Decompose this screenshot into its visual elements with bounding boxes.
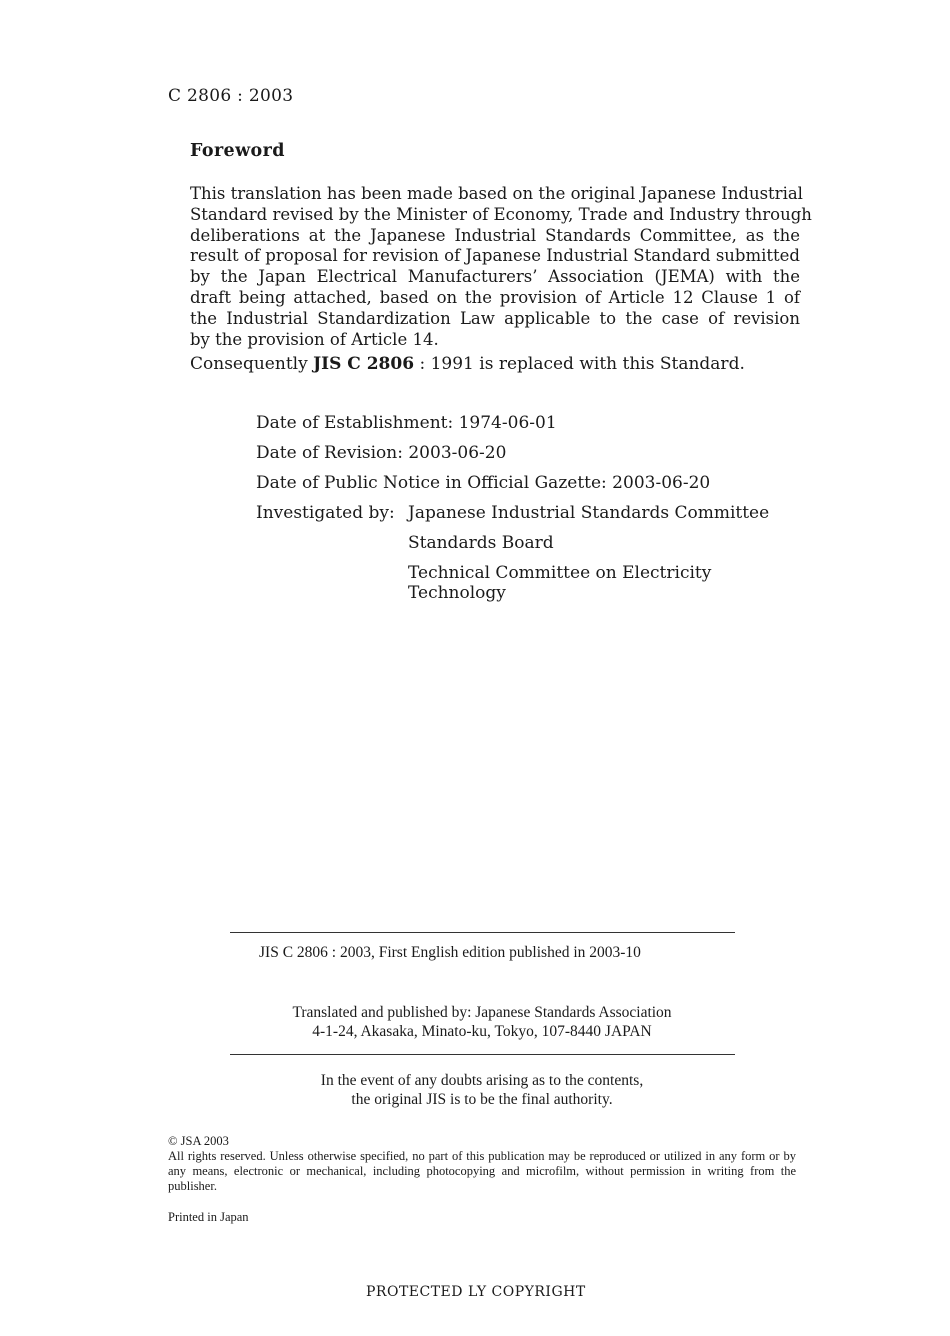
copyright-block xyxy=(168,1134,796,1194)
date-of-revision: Date of Revision: 2003-06-20 xyxy=(256,443,507,463)
rights-statement: All rights reserved. Unless otherwise specified, no part of this publication may be reproduced or utilized in any form or by any means, electronic or mechanical, including photocopying and microfilm, without permission in writing from the publisher. xyxy=(168,1149,796,1193)
printed-in: Printed in Japan xyxy=(168,1210,249,1224)
investigated-by-label: Investigated by: xyxy=(256,503,395,523)
foreword-heading: Foreword xyxy=(190,141,285,161)
authority-notice xyxy=(232,1071,732,1109)
authority-notice-line-1: In the event of any doubts arising as to the contents, xyxy=(320,1072,644,1089)
authority-notice-line-2: the original JIS is to be the final authority. xyxy=(351,1091,613,1108)
foreword-line: deliberations at the Japanese Industrial Standards Committee, as the xyxy=(190,225,800,245)
divider-top xyxy=(230,932,735,933)
protected-by-copyright-footer: PROTECTED LY COPYRIGHT xyxy=(366,1284,586,1300)
document-code: C 2806 : 2003 xyxy=(168,86,294,106)
publisher-line: Translated and published by: Japanese Standards Association xyxy=(292,1004,672,1021)
foreword-line: by the provision of Article 14. xyxy=(190,329,439,349)
foreword-line: by the Japan Electrical Manufacturers’ Association (JEMA) with the xyxy=(190,267,800,287)
copyright-symbol-line: © JSA 2003 xyxy=(168,1134,229,1148)
foreword-line: Standard revised by the Minister of Economy, Trade and Industry through xyxy=(190,204,812,224)
date-of-public-notice: Date of Public Notice in Official Gazette: 2003-06-20 xyxy=(256,473,711,493)
foreword-line: draft being attached, based on the provision of Article 12 Clause 1 of xyxy=(190,287,800,307)
replacement-statement xyxy=(190,354,745,374)
foreword-line: the Industrial Standardization Law applicable to the case of revision xyxy=(190,308,800,328)
edition-statement: JIS C 2806 : 2003, First English edition published in 2003-10 xyxy=(259,944,641,961)
publisher-block xyxy=(232,1003,732,1041)
technical-committee-line-2: Technology xyxy=(408,583,506,603)
technical-committee-line-1: Technical Committee on Electricity xyxy=(408,563,712,583)
foreword-paragraph xyxy=(190,184,812,350)
replacement-suffix: : 1991 is replaced with this Standard. xyxy=(414,354,745,374)
replacement-prefix: Consequently xyxy=(190,354,314,374)
investigating-committee: Japanese Industrial Standards Committee xyxy=(408,503,770,523)
foreword-line: This translation has been made based on the original Japanese Industrial xyxy=(190,184,803,203)
standards-board: Standards Board xyxy=(408,533,554,553)
foreword-line: result of proposal for revision of Japanese Industrial Standard submitted xyxy=(190,246,800,266)
date-of-establishment: Date of Establishment: 1974-06-01 xyxy=(256,413,557,433)
publisher-address: 4-1-24, Akasaka, Minato-ku, Tokyo, 107-8440 JAPAN xyxy=(312,1023,652,1040)
replaced-standard-id: JIS C 2806 xyxy=(313,354,415,374)
divider-bottom xyxy=(230,1054,735,1055)
